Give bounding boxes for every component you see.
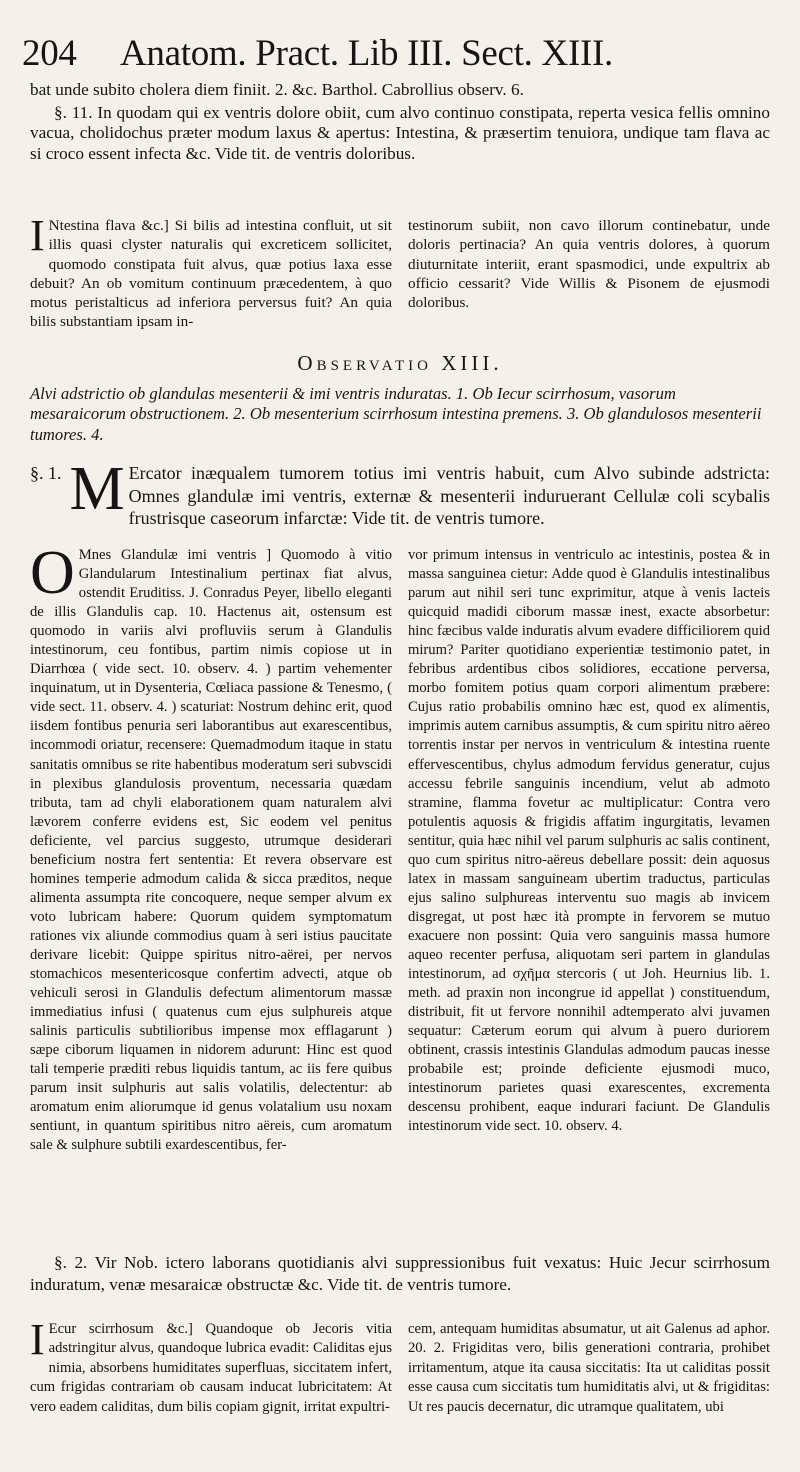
note-intestina-left	[30, 211, 392, 332]
section-label: §. 1.	[30, 463, 62, 483]
commentary-text: Ecur scirrhosum &c.] Quandoque ob Jecoris vitia adstringitur alvus, quandoque lubrica evadit: Caliditas ejus nimia, absorbens humiditates superfluas, siccitatem infert, cum frigidas contrariam ob causam inducat lubricitatem: At vero eadem caliditas, dum bilis copiam gignit, irritat expultri-	[30, 1321, 392, 1415]
page-number: 204	[22, 33, 77, 74]
running-title: Anatom. Pract. Lib III. Sect. XIII.	[120, 33, 613, 74]
commentary-right-column: vor primum intensus in ventriculo ac intestinis, postea & in massa sanguinea cietur: Adde quod è Glandulis intestinalibus parum aut nihil seri tunc exprimitur, atque à venis lacteis quicquid madidi ciborum massæ inest, exacte absorbetur: hinc fæcibus valde induratis alvum evadere difficiliorem quid mirum? Pariter quotidiano experientiæ testimonio patet, in febribus ardentibus cibos solidiores, eccatione perversa, morbo fomitem potius quam corpori alimentum præbere: Cujus ratio probabilis omnino hæc est, quod ex alimentis, imprimis autem carnibus assumptis, & cum spiritu nitro aëreo torrentis instar per nervos in ventriculum & intestina ruente effervescentibus, chylus admodum fervidus generatur, cujus accessu febrile sanguinis incendium, velut ab admoto stramine, flamma fovetur ac multiplicatur: Contra vero potulentis aquosis & frigidis affatim ingurgitatis, levamen sentitur, quia hæc nihil vel parum sulphuris ac salis continent, quo cum spiritus nitro-aëreus debellare possit: dein aquosus latex in massam sanguineam ubertim traductus, particulas ejus salino sulphureas interventu suo magis ab invicem disgregat, ut post hæc ità prompte in fervorem se mutuo exacuere non possint: Quia vero sanguinis massa humore aqueo recenter perfusa, aliquotam seri partem in glandulas intestinorum, ad σχῆμα stercoris ( ut Joh. Heurnius lib. 1. meth. ad praxin non incongrue id appellat ) constituendum, distribuit, fit ut fervore nonnihil adtemperato alvi juvamen sequatur: Cæterum eorum qui alvum à puero duriorem obtinent, crassis intestinis Glandulas admodum paucas inesse probabile est; proinde deficiente ejusmodi muco, intestinorum parietes quasi exarescentes, excrementa descensu prohibent, eaque indurari faciunt. De Glandulis intestinorum vide sect. 10. observ. 4.	[408, 547, 770, 1135]
drop-initial: O	[30, 539, 75, 607]
observatio-title: Observatio XIII.	[297, 351, 503, 375]
section-2: §. 2. Vir Nob. ictero laborans quotidianis alvi suppressionibus fuit vexatus: Huic Jecur scirrhosum induratum, venæ mesaraicæ obstructæ &c. Vide tit. de ventris tumore.	[30, 1253, 770, 1294]
note-intestina-right: testinorum subiit, non cavo illorum continebatur, unde doloris pertinacia? An quia ventris dolores, à quorum diuturnitate interiit, erant spasmodici, unde expultrix ab officio cessarit? Vide Willis & Pisonem de ejusmodi doloribus.	[408, 217, 770, 312]
continued-line: bat unde subito cholera diem finiit. 2. &c. Barthol. Cabrollius observ. 6.	[30, 80, 524, 99]
running-header	[22, 32, 792, 76]
drop-initial: I	[30, 211, 45, 260]
section-1	[30, 455, 770, 530]
commentary-left-column	[30, 539, 392, 1156]
commentary-text: Mnes Glandulæ imi ventris ] Quomodo à vitio Glandularum Intestinalium pertinax fiat alvus, ostendit Eruditiss. J. Conradus Peyer, libello eleganti de illis Glandulis cap. 10. Hactenus ait, ostensum est quomodo in variis alvi profluviis serum à Glandulis intestinorum, ceu fontibus, partim nimis copiose ut in Diarrhœa ( vide sect. 10. observ. 4. ) partim vehementer inquinatum, ut in Dysenteria, Cœliaca passione & Tenesmo, ( vide sect. 11. observ. 4. ) scaturiat: Nostrum dehinc erit, quod iisdem fontibus penuria seri laborantibus aut exarescentibus, incommodi oriatur, recensere: Quemadmodum itaque in statu sanitatis omnibus se rite habentibus moderatum seri subvscidi in plexibus glandulosis proventum, necessaria quædam tributa, tam ad chyli elaborationem quam naturalem alvi lævorem conferre evidens est, Sic eodem vel penitus deficiente, vel parcius suggesto, utrumque desiderari beneficium nostra fert sententia: Et revera observare est homines temperie admodum calida & sicca præditos, neque alimenta assumpta rite concoquere, neque semper alvum ex voto lubricam habere: Quorum quidem symptomatum rationes vix aliunde commodius quam à seri istius paucitate derivare licebit: Quippe spiritus nitro-aërei, per nervos stomachicos mesentericosque confertim advecti, atque ob vehiculi serosi in Glandulis defectum alimentorum massæ immediatius infusi ( quatenus cum ejus sulphureis atque salinis particulis subtilioribus impense mox efflagarunt ) sæpe ciborum liquamen in nidorem adurunt: Hinc est quod tali temperie præditi rebus liquidis tantum, ac iis fere quibus parum insit sulphuris aut salis volatilis, delectentur: ab aromatum enim aliorumque id genus volatalium usu noxam sentiunt, in quantum spiritibus nitro aëreis, cum aromatum sale & sulphure subtili exardescentibus, fer-	[30, 547, 392, 1154]
drop-initial: I	[30, 1315, 45, 1364]
section-text: Ercator inæqualem tumorem totius imi ventris habuit, cum Alvo subinde adstricta: Omnes glandulæ imi ventris, externæ & mesenterii induruerant Cellulæ coli scybalis frustrisque caseorum infarctæ: Vide tit. de ventris tumore.	[128, 463, 770, 528]
drop-initial: M	[69, 455, 125, 523]
commentary-jecur-left	[30, 1315, 392, 1417]
observatio-summary: Alvi adstrictio ob glandulas mesenterii & imi ventris induratas. 1. Ob Iecur scirrhosum, vasorum mesaraicorum obstructionem. 2. Ob mesenterium scirrhosum intestina premens. 3. Ob glandulosos mesenterii tumores. 4.	[30, 384, 762, 444]
commentary-jecur-right: cem, antequam humiditas absumatur, ut ait Galenus ad aphor. 20. 2. Frigiditas vero, bilis generationi contraria, prohibet irritamentum, atque ita causa siccitatis: Ita ut caliditas possit esse causa cum siccitatis tum humiditatis alvi, ut & frigiditas: Ut res paucis decernatur, dic utramque qualitatem, ubi	[408, 1321, 770, 1415]
paragraph-11: §. 11. In quodam qui ex ventris dolore obiit, cum alvo continuo constipata, reperta vesica fellis omnino vacua, cholidochus præter modum laxus & apertus: Intestina, & præsertim tenuiora, undique tam flava ac si croco essent infecta &c. Vide tit. de ventris doloribus.	[30, 103, 770, 163]
note-text: Ntestina flava &c.] Si bilis ad intestina confluit, ut sit illis quasi clyster naturalis qui excreticem sollicitet, quomodo constipata fuit alvus, quæ potius laxa esse debuit? An ob vomitum continuum præcedentem, à quo motus peristalticus ad inferiora perversus fuit? An quia bilis substantiam ipsam in-	[30, 217, 392, 331]
